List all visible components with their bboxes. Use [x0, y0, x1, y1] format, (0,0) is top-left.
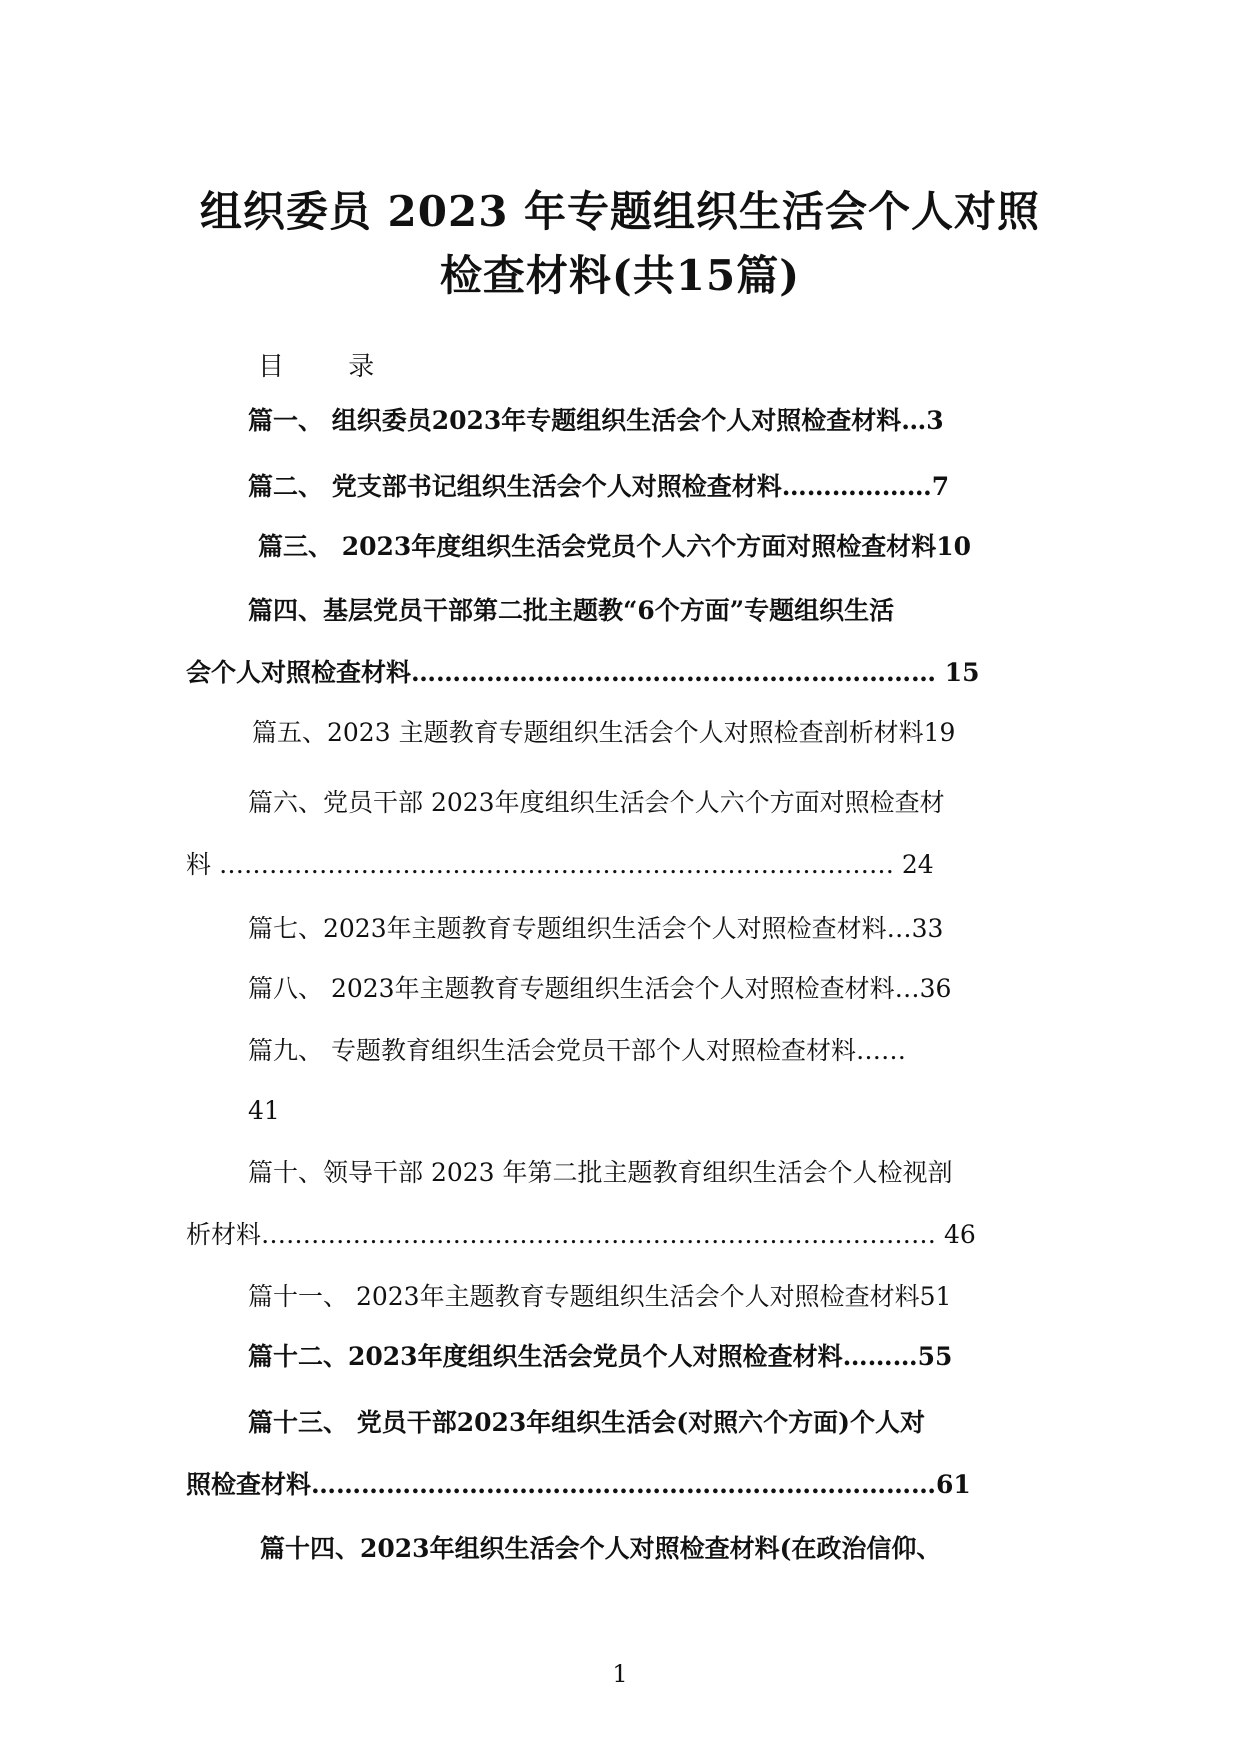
toc-entry-14-line-1[interactable]: 篇十四、2023年组织生活会个人对照检查材料(在政治信仰、 [260, 1534, 942, 1563]
document-title [140, 180, 1100, 308]
toc-entry-2[interactable]: 篇二、 党支部书记组织生活会个人对照检查材料………………7 [248, 472, 950, 501]
toc-entry-3[interactable]: 篇三、 2023年度组织生活会党员个人六个方面对照检查材料10 [258, 532, 972, 561]
toc-entry-7[interactable]: 篇七、2023年主题教育专题组织生活会个人对照检查材料…33 [248, 914, 944, 943]
toc-entry-12[interactable]: 篇十二、2023年度组织生活会党员个人对照检查材料………55 [248, 1342, 953, 1371]
page-number: 1 [612, 1660, 628, 1688]
toc-entry-11[interactable]: 篇十一、 2023年主题教育专题组织生活会个人对照检查材料51 [248, 1282, 952, 1311]
toc-entry-8[interactable]: 篇八、 2023年主题教育专题组织生活会个人对照检查材料…36 [248, 974, 952, 1003]
toc-entry-9-line-2[interactable]: 41 [248, 1096, 280, 1125]
toc-entry-10-line-1[interactable]: 篇十、领导干部 2023 年第二批主题教育组织生活会个人检视剖 [248, 1158, 953, 1187]
toc-entry-13-line-2[interactable]: 照检查材料…………………………………………………………………61 [186, 1470, 971, 1499]
toc-entry-6-line-1[interactable]: 篇六、党员干部 2023年度组织生活会个人六个方面对照检查材 [248, 788, 945, 817]
toc-entry-13-line-1[interactable]: 篇十三、 党员干部2023年组织生活会(对照六个方面)个人对 [248, 1408, 925, 1437]
toc-entry-4-line-2[interactable]: 会个人对照检查材料……………………………………………………… 15 [186, 658, 980, 687]
toc-entry-1[interactable]: 篇一、 组织委员2023年专题组织生活会个人对照检查材料…3 [248, 406, 944, 435]
toc-entry-4-line-1[interactable]: 篇四、基层党员干部第二批主题教“6个方面”专题组织生活 [248, 596, 895, 625]
toc-entry-10-line-2[interactable]: 析材料……………………………………………………………………… 46 [186, 1220, 976, 1249]
toc-entry-5[interactable]: 篇五、2023 主题教育专题组织生活会个人对照检查剖析材料19 [252, 718, 956, 747]
title-line-2: 检查材料(共15篇) [439, 251, 801, 300]
toc-entry-6-line-2[interactable]: 料 ……………………………………………………………………… 24 [186, 850, 934, 879]
toc-entry-9-line-1[interactable]: 篇九、 专题教育组织生活会党员干部个人对照检查材料…… [248, 1036, 906, 1065]
title-line-1: 组织委员 2023 年专题组织生活会个人对照 [199, 187, 1041, 236]
toc-heading: 目 录 [258, 352, 403, 382]
